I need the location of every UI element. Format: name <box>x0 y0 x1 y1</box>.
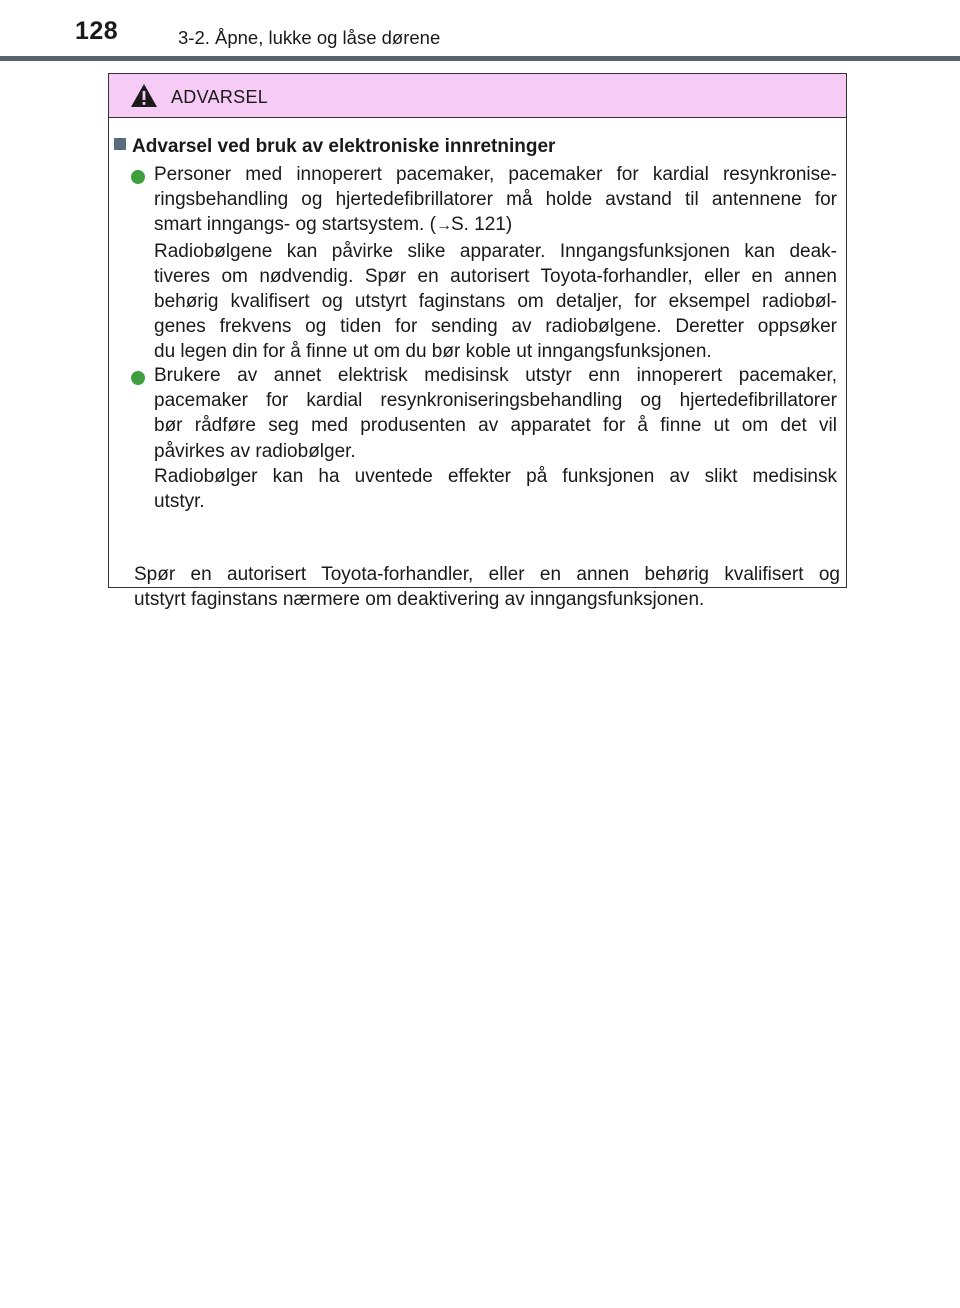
text-line: du legen din for å finne ut om du bør koble ut inngangsfunksjonen. <box>154 341 712 363</box>
text-line: Brukere av annet elektrisk medisinsk utstyr enn innoperert pacemaker, <box>154 365 837 386</box>
text-fragment: smart inngangs- og startsystem. ( <box>154 214 436 236</box>
text-line: Radiobølgene kan påvirke slike apparater. Inngangsfunksjonen kan deak- <box>154 240 837 262</box>
bullet-text <box>154 363 837 514</box>
text-line: tiveres om nødvendig. Spør en autorisert Toyota-forhandler, eller en annen <box>154 265 837 287</box>
text-line: bør rådføre seg med produsenten av apparatet for å finne ut om det vil <box>154 415 837 437</box>
bullet-text <box>154 162 837 365</box>
page-number: 128 <box>75 17 119 45</box>
warning-header <box>109 74 846 118</box>
text-line <box>154 212 837 238</box>
page-reference-link[interactable]: S. 121) <box>450 214 513 236</box>
header-rule <box>0 56 960 61</box>
warning-title: ADVARSEL <box>171 87 269 107</box>
warning-box <box>108 73 847 611</box>
text-line: påvirkes av radiobølger. <box>154 440 356 462</box>
bullet-dot-icon <box>131 170 145 184</box>
text-line: ringsbehandling og hjertedefibrillatorer må holde avstand til antennene for <box>154 189 837 211</box>
text-line: utstyrt faginstans nærmere om deaktivering av inngangsfunksjonen. <box>134 589 705 611</box>
arrow-icon: → <box>435 217 451 235</box>
text-line: pacemaker for kardial resynkroniseringsbehandling og hjertedefibrillatorer <box>154 390 837 412</box>
subheading-text: Advarsel ved bruk av elektroniske innretninger <box>132 136 556 157</box>
warning-triangle-icon <box>130 83 158 108</box>
section-title: 3-2. Åpne, lukke og låse dørene <box>178 27 441 48</box>
square-bullet-icon <box>114 138 126 150</box>
page-header <box>0 0 960 48</box>
closing-paragraph <box>134 562 840 612</box>
text-line: behørig kvalifisert og utstyrt faginstans om detaljer, for eksempel radiobøl- <box>154 291 837 313</box>
text-line: Spør en autorisert Toyota-forhandler, eller en annen behørig kvalifisert og <box>134 564 840 585</box>
warning-subheading <box>114 134 555 160</box>
bullet-dot-icon <box>131 371 145 385</box>
text-line: utstyr. <box>154 491 205 513</box>
text-line: genes frekvens og tiden for sending av radiobølgene. Deretter oppsøker <box>154 316 837 338</box>
text-line: Radiobølger kan ha uventede effekter på funksjonen av slikt medisinsk <box>154 465 837 487</box>
text-line: Personer med innoperert pacemaker, pacemaker for kardial resynkronise- <box>154 164 837 185</box>
